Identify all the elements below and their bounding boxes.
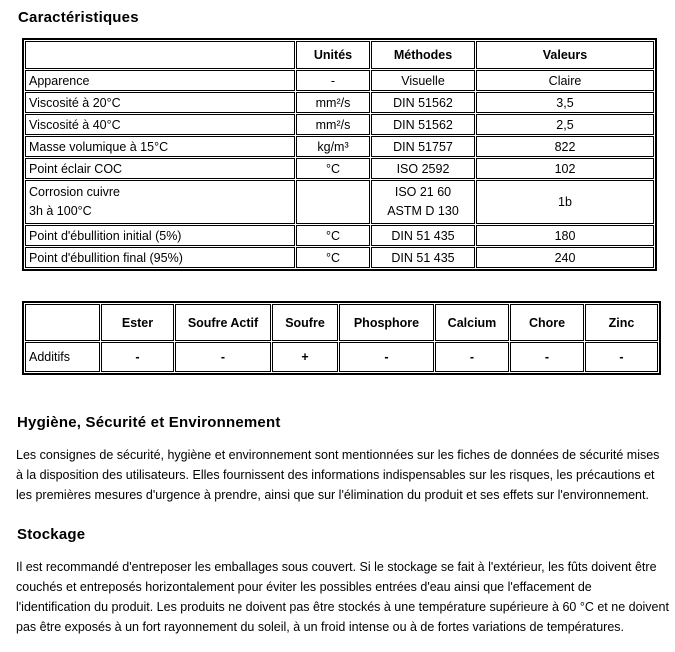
cell-additifs-label: Additifs <box>25 342 100 372</box>
cell-property: Point d'ébullition initial (5%) <box>25 225 295 246</box>
table-row <box>25 158 654 179</box>
additives-header-row <box>25 304 658 341</box>
cell-unit: °C <box>296 158 370 179</box>
cell-property: Viscosité à 40°C <box>25 114 295 135</box>
cell-zinc-value: - <box>585 342 658 372</box>
cell-method-line2: ASTM D 130 <box>387 204 459 218</box>
header-soufre: Soufre <box>272 304 338 341</box>
header-calcium: Calcium <box>435 304 509 341</box>
cell-calcium-value: - <box>435 342 509 372</box>
cell-method: DIN 51562 <box>371 114 475 135</box>
cell-unit: kg/m³ <box>296 136 370 157</box>
table-row <box>25 247 654 268</box>
cell-unit: - <box>296 70 370 91</box>
cell-unit <box>296 180 370 224</box>
cell-soufre-actif-value: - <box>175 342 271 372</box>
header-ester: Ester <box>101 304 174 341</box>
cell-chore-value: - <box>510 342 584 372</box>
cell-property <box>25 180 295 224</box>
cell-property: Masse volumique à 15°C <box>25 136 295 157</box>
header-soufre-actif: Soufre Actif <box>175 304 271 341</box>
header-zinc: Zinc <box>585 304 658 341</box>
cell-method: DIN 51 435 <box>371 247 475 268</box>
cell-phosphore-value: - <box>339 342 434 372</box>
cell-method: DIN 51757 <box>371 136 475 157</box>
characteristics-header-row <box>25 41 654 69</box>
cell-property: Viscosité à 20°C <box>25 92 295 113</box>
table-row-corrosion <box>25 180 654 224</box>
hse-section-paragraph: Les consignes de sécurité, hygiène et environnement sont mentionnées sur les fiches de données de sécurité mises à la disposition des utilisateurs. Elles fournissent des informations indispensables sur les risques, les précautions et les premières mesures d'urgence à prendre, ainsi que sur l'élimination du produit et ses effets sur l'environnement. <box>16 448 660 502</box>
cell-value: 2,5 <box>476 114 654 135</box>
cell-ester-value: - <box>101 342 174 372</box>
cell-property: Point éclair COC <box>25 158 295 179</box>
page-title: Caractéristiques <box>18 9 139 26</box>
cell-method: ISO 2592 <box>371 158 475 179</box>
cell-unit: mm²/s <box>296 92 370 113</box>
additives-table <box>22 301 661 375</box>
cell-value: 3,5 <box>476 92 654 113</box>
additives-row <box>25 342 658 372</box>
header-blank <box>25 304 100 341</box>
header-value: Valeurs <box>476 41 654 69</box>
cell-method: DIN 51562 <box>371 92 475 113</box>
cell-value: 822 <box>476 136 654 157</box>
cell-value: 1b <box>476 180 654 224</box>
hse-section-heading: Hygiène, Sécurité et Environnement <box>17 414 281 431</box>
table-row <box>25 114 654 135</box>
cell-value: 180 <box>476 225 654 246</box>
header-unit: Unités <box>296 41 370 69</box>
header-property <box>25 41 295 69</box>
cell-method-line1: ISO 21 60 <box>394 185 452 199</box>
cell-value: Claire <box>476 70 654 91</box>
table-row <box>25 136 654 157</box>
cell-unit: mm²/s <box>296 114 370 135</box>
cell-soufre-value: + <box>272 342 338 372</box>
table-row <box>25 225 654 246</box>
cell-method: DIN 51 435 <box>371 225 475 246</box>
cell-property-line2: 3h à 100°C <box>29 204 92 218</box>
storage-section-paragraph: Il est recommandé d'entreposer les emballages sous couvert. Si le stockage se fait à l'extérieur, les fûts doivent être couchés et entreposés horizontalement pour éviter les possibles entrées d'eau ainsi que l'effacement de l'identification du produit. Les produits ne doivent pas être stockés à une température supérieure à 60 °C et ne doivent pas être exposés à un fort rayonnement du soleil, à un froid intense ou à de fortes variations de températures. <box>16 560 669 634</box>
cell-property: Point d'ébullition final (95%) <box>25 247 295 268</box>
table-row <box>25 92 654 113</box>
cell-method <box>371 180 475 224</box>
table-row <box>25 70 654 91</box>
characteristics-table <box>22 38 657 271</box>
cell-method: Visuelle <box>371 70 475 91</box>
cell-property: Apparence <box>25 70 295 91</box>
storage-section-heading: Stockage <box>17 526 86 543</box>
cell-value: 240 <box>476 247 654 268</box>
header-method: Méthodes <box>371 41 475 69</box>
cell-property-line1: Corrosion cuivre <box>29 185 121 199</box>
header-chore: Chore <box>510 304 584 341</box>
cell-unit: °C <box>296 247 370 268</box>
header-phosphore: Phosphore <box>339 304 434 341</box>
cell-value: 102 <box>476 158 654 179</box>
cell-unit: °C <box>296 225 370 246</box>
